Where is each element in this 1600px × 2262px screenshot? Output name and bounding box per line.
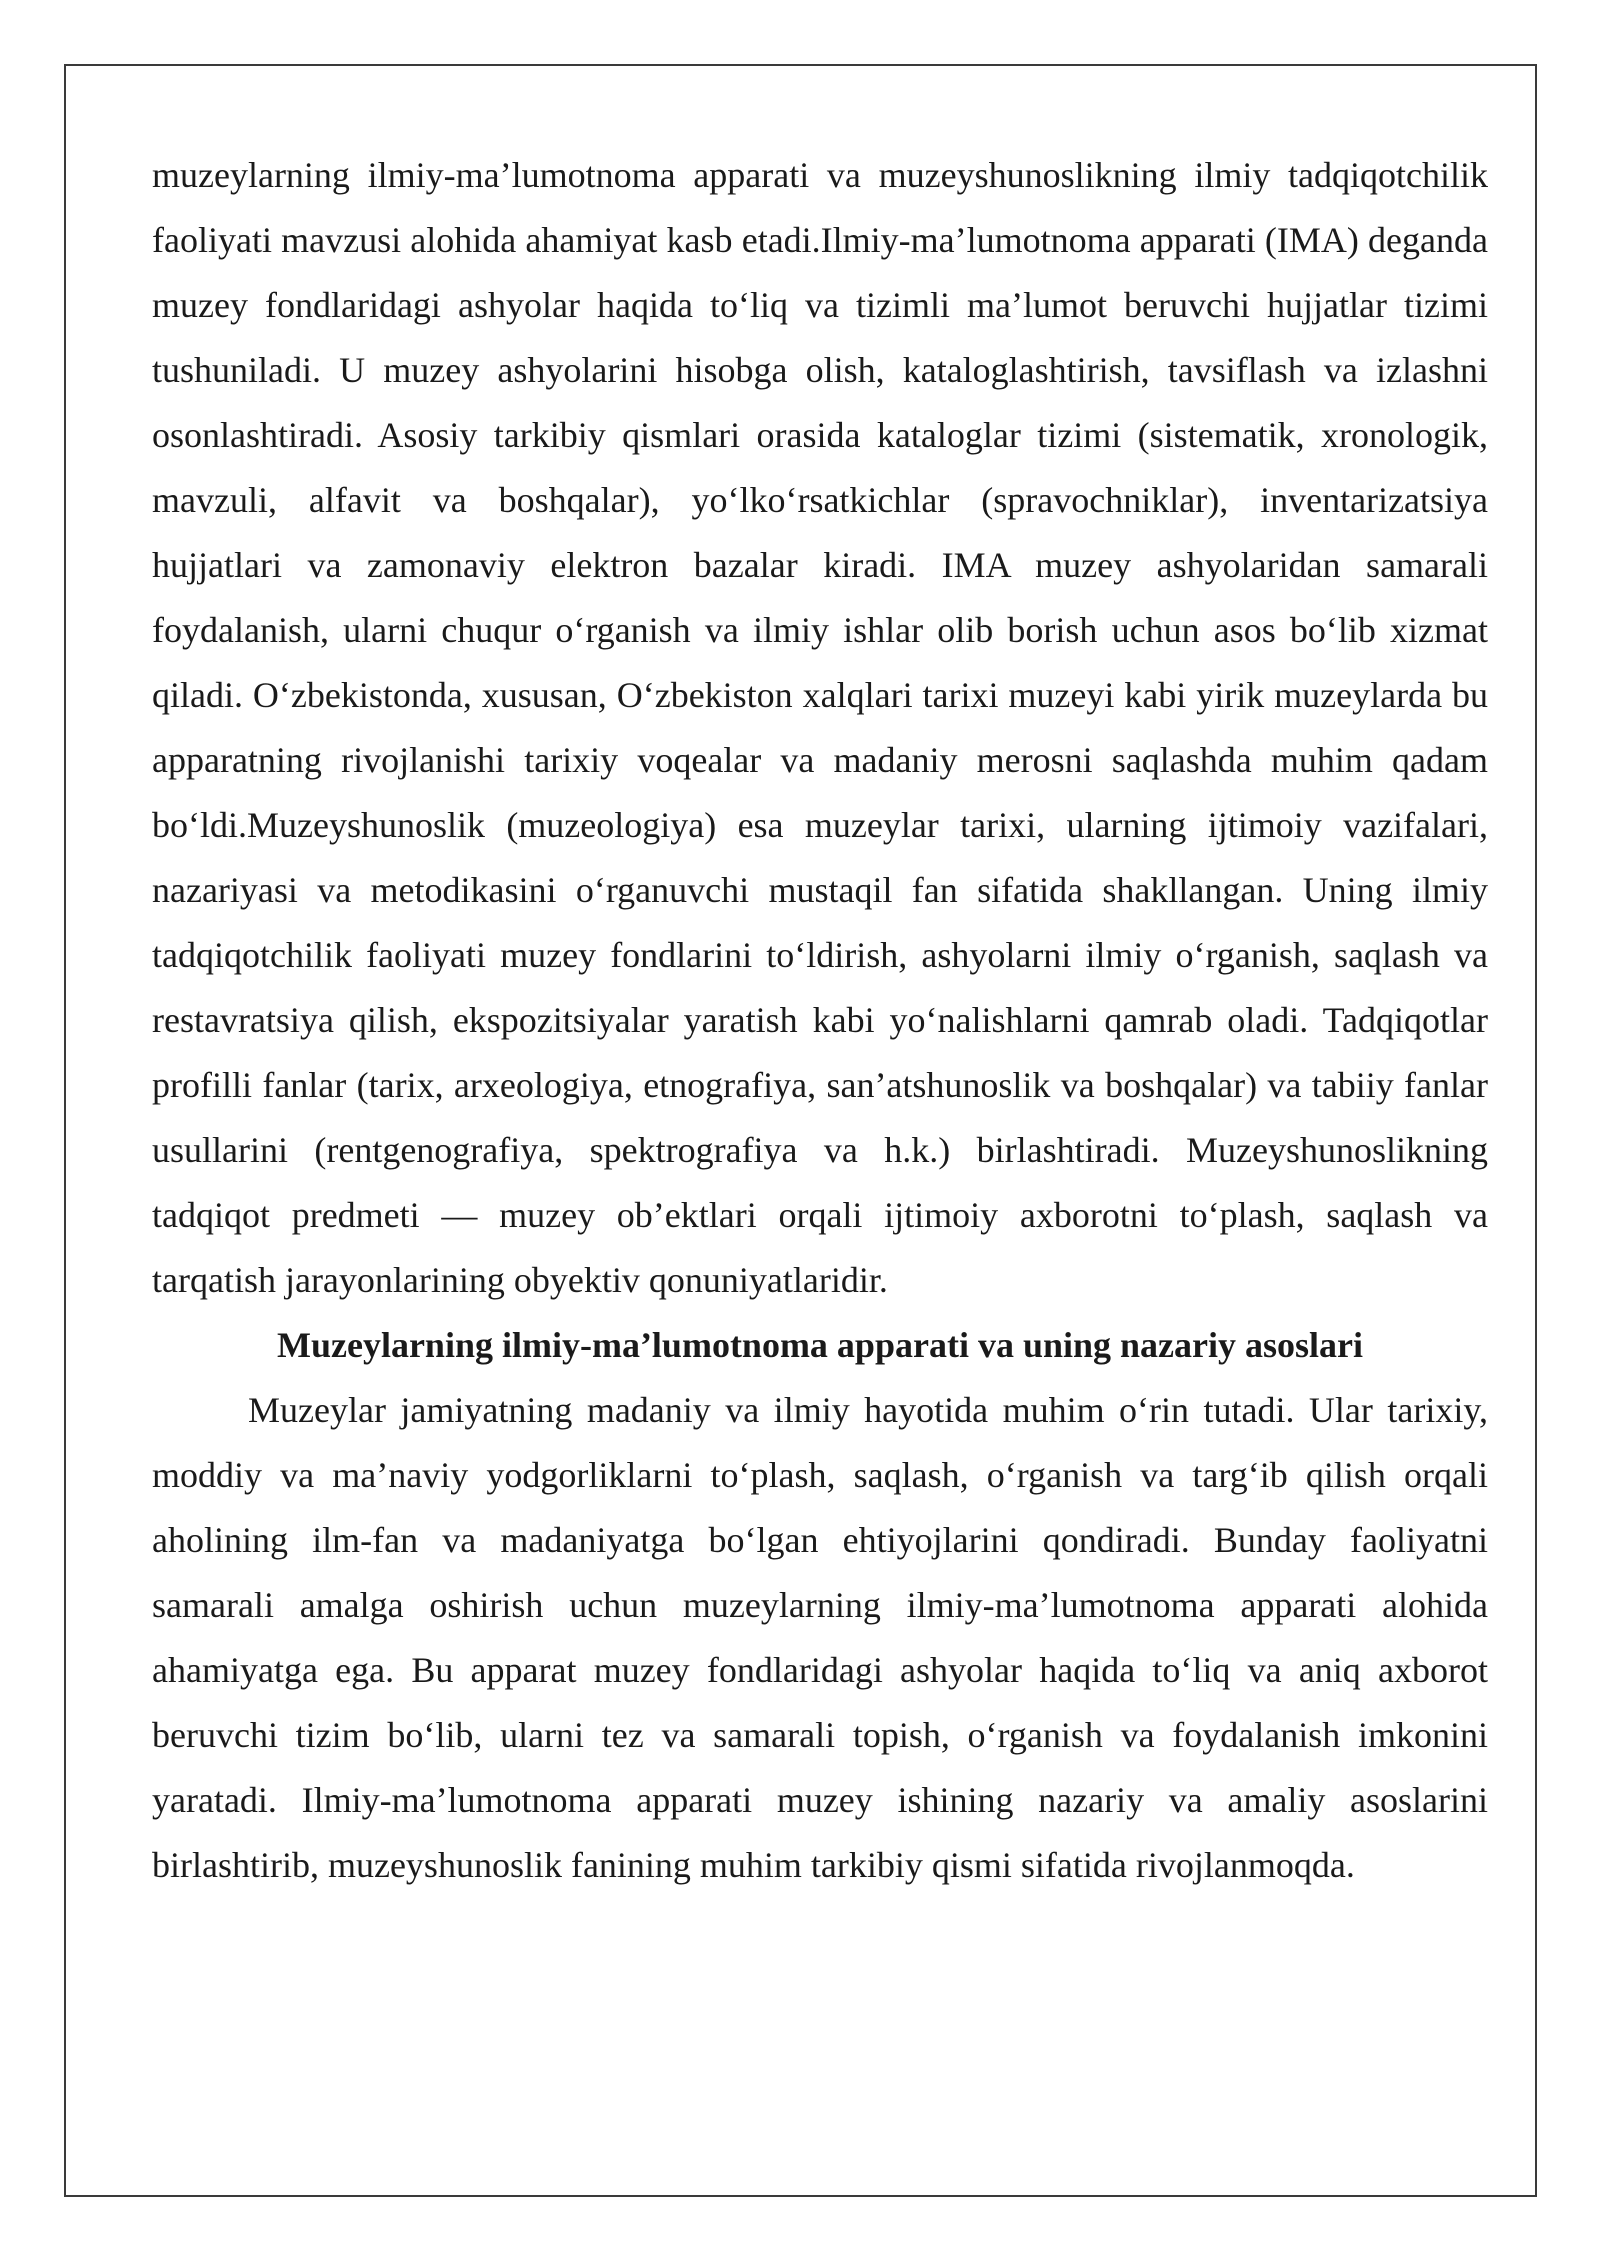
body-paragraph-2: Muzeylar jamiyatning madaniy va ilmiy hayotida muhim o‘rin tutadi. Ular tarixiy, moddiy va ma’naviy yodgorliklarni to‘plash, saqlash, o‘rganish va targ‘ib qilish orqali aholining ilm-fan va madaniyatga bo‘lgan ehtiyojlarini qondiradi. Bunday faoliyatni samarali amalga oshirish uchun muzeylarning ilmiy-ma’lumotnoma apparati alohida ahamiyatga ega. Bu apparat muzey fondlaridagi ashyolar haqida to‘liq va aniq axborot beruvchi tizim bo‘lib, ularni tez va samarali topish, o‘rganish va foydalanish imkonini yaratadi. Ilmiy-ma’lumotnoma apparati muzey ishining nazariy va amaliy asoslarini birlashtirib, muzeyshunoslik fanining muhim tarkibiy qismi sifatida rivojlanmoqda. bbox=[152, 1390, 1488, 1885]
body-paragraph-1: muzeylarning ilmiy-ma’lumotnoma apparati va muzeyshunoslikning ilmiy tadqiqotchilik faoliyati mavzusi alohida ahamiyat kasb etadi.Ilmiy-ma’lumotnoma apparati (IMA) deganda muzey fondlaridagi ashyolar haqida to‘liq va tizimli ma’lumot beruvchi hujjatlar tizimi tushuniladi. U muzey ashyolarini hisobga olish, kataloglashtirish, tavsiflash va izlashni osonlashtiradi. Asosiy tarkibiy qismlari orasida kataloglar tizimi (sistematik, xronologik, mavzuli, alfavit va boshqalar), yo‘lko‘rsatkichlar (spravochniklar), inventarizatsiya hujjatlari va zamonaviy elektron bazalar kiradi. IMA muzey ashyolaridan samarali foydalanish, ularni chuqur o‘rganish va ilmiy ishlar olib borish uchun asos bo‘lib xizmat qiladi. O‘zbekistonda, xususan, O‘zbekiston xalqlari tarixi muzeyi kabi yirik muzeylarda bu apparatning rivojlanishi tarixiy voqealar va madaniy merosni saqlashda muhim qadam bo‘ldi.Muzeyshunoslik (muzeologiya) esa muzeylar tarixi, ularning ijtimoiy vazifalari, nazariyasi va metodikasini o‘rganuvchi mustaqil fan sifatida shakllangan. Uning ilmiy tadqiqotchilik faoliyati muzey fondlarini to‘ldirish, ashyolarni ilmiy o‘rganish, saqlash va restavratsiya qilish, ekspozitsiyalar yaratish kabi yo‘nalishlarni qamrab oladi. Tadqiqotlar profilli fanlar (tarix, arxeologiya, etnografiya, san’atshunoslik va boshqalar) va tabiiy fanlar usullarini (rentgenografiya, spektrografiya va h.k.) birlashtiradi. Muzeyshunoslikning tadqiqot predmeti — muzey ob’ektlari orqali ijtimoiy axborotni to‘plash, saqlash va tarqatish jarayonlarining obyektiv qonuniyatlaridir. bbox=[152, 155, 1488, 1300]
section-heading: Muzeylarning ilmiy-ma’lumotnoma apparati va uning nazariy asoslari bbox=[276, 1325, 1363, 1365]
document-body bbox=[152, 143, 1488, 1898]
